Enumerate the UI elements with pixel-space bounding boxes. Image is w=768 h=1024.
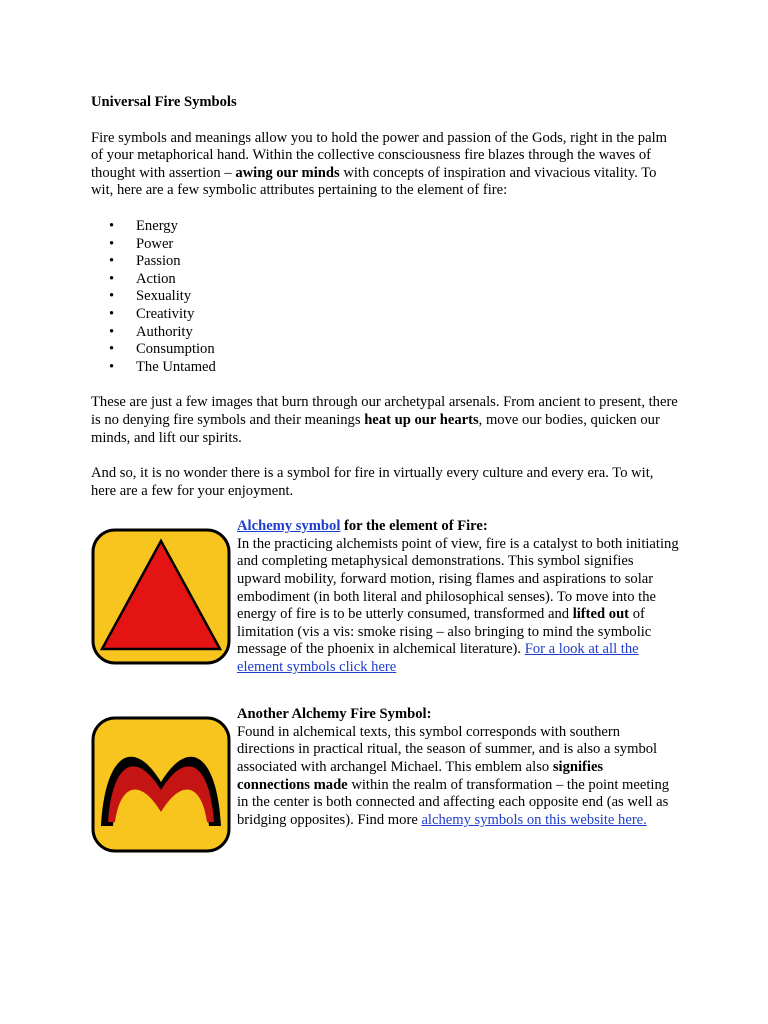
symbol-1-heading bbox=[237, 518, 679, 536]
page-title: Universal Fire Symbols bbox=[91, 94, 237, 110]
element-symbols-link[interactable]: For a look at all the element symbols click here bbox=[237, 641, 639, 676]
list-item bbox=[91, 306, 681, 324]
symbol-2-heading bbox=[237, 706, 679, 724]
symbol-2-heading-text: Another Alchemy Fire Symbol: bbox=[237, 706, 432, 723]
para2-text-2: , move our bodies, quicken our minds, and lift our spirits. bbox=[91, 411, 660, 446]
list-item bbox=[91, 253, 681, 271]
attribute-list bbox=[91, 218, 681, 376]
bullet: • bbox=[109, 235, 115, 252]
third-paragraph: And so, it is no wonder there is a symbol for fire in virtually every culture and every era. To wit, here are a few for your enjoyment. bbox=[91, 465, 654, 499]
symbol-1-description bbox=[237, 536, 679, 677]
bullet: • bbox=[109, 358, 115, 375]
attribute-label: Creativity bbox=[136, 305, 195, 322]
bullet: • bbox=[109, 253, 115, 270]
fire-symbol-section-2 bbox=[91, 706, 681, 876]
list-item bbox=[91, 236, 681, 254]
intro-bold: awing our minds bbox=[235, 164, 340, 181]
attribute-label: Energy bbox=[136, 217, 178, 234]
para2-bold: heat up our hearts bbox=[364, 411, 479, 428]
bullet: • bbox=[109, 341, 115, 358]
symbol-1-bold: lifted out bbox=[572, 606, 630, 623]
fire-double-arch-icon bbox=[91, 716, 231, 853]
fire-symbol-section-1 bbox=[91, 518, 681, 688]
symbol-1-heading-text: for the element of Fire: bbox=[340, 518, 488, 535]
list-item bbox=[91, 218, 681, 236]
symbol-2-text-1: Found in alchemical texts, this symbol corresponds with southern directions in practical ritual, the season of summer, and is also a symbol associated with archangel Michael. This emblem also bbox=[237, 723, 658, 776]
symbol-2-text-2: within the realm of transformation – the point meeting in the center is both connected and affecting each opposite end (as well as bridging opposites). Find more bbox=[237, 776, 670, 828]
attribute-label: Consumption bbox=[136, 341, 215, 358]
fire-triangle-icon bbox=[91, 528, 231, 665]
intro-text-1: Fire symbols and meanings allow you to hold the power and passion of the Gods, right in the palm of your metaphorical hand. Within the collective consciousness fire blazes through the waves of thought with assertion – bbox=[91, 129, 667, 181]
bullet: • bbox=[109, 323, 115, 340]
list-item bbox=[91, 324, 681, 342]
para2-text-1: These are just a few images that burn through our archetypal arsenals. From ancient to present, there is no denying fire symbols and their meanings bbox=[91, 394, 678, 428]
bullet: • bbox=[109, 305, 115, 322]
bullet: • bbox=[109, 288, 115, 305]
list-item bbox=[91, 271, 681, 289]
attribute-label: Power bbox=[136, 235, 174, 252]
symbol-1-text bbox=[237, 518, 679, 676]
attribute-label: The Untamed bbox=[136, 358, 216, 375]
symbol-1-text-1: In the practicing alchemists point of view, fire is a catalyst to both initiating and completing metaphysical demonstrations. This symbol signifies upward mobility, forward motion, rising flames and aspirations to solar embodiment (in both literal and philosophical senses). To move into the energy of fire is to be utterly consumed, transformed and bbox=[237, 535, 679, 623]
second-paragraph bbox=[91, 394, 681, 447]
intro-text-2: with concepts of inspiration and vivacious vitality. To wit, here are a few symbolic attributes pertaining to the element of fire: bbox=[91, 164, 657, 199]
bullet: • bbox=[109, 270, 115, 287]
intro-paragraph bbox=[91, 130, 681, 200]
list-item bbox=[91, 288, 681, 306]
list-item bbox=[91, 341, 681, 359]
attribute-label: Passion bbox=[136, 253, 181, 270]
attribute-label: Action bbox=[136, 270, 176, 287]
document-content bbox=[91, 94, 681, 876]
attribute-label: Sexuality bbox=[136, 288, 192, 305]
alchemy-symbol-link[interactable]: Alchemy symbol bbox=[237, 518, 341, 535]
bullet: • bbox=[109, 217, 115, 234]
alchemy-symbols-website-link[interactable]: alchemy symbols on this website here. bbox=[421, 811, 647, 828]
attribute-label: Authority bbox=[136, 323, 193, 340]
symbol-2-text bbox=[237, 706, 679, 829]
symbol-1-text-2: of limitation (vis a vis: smoke rising – also bringing to mind the symbolic message of the phoenix in alchemical literature). bbox=[237, 606, 652, 658]
symbol-2-bold: signifies connections made bbox=[237, 759, 604, 793]
list-item bbox=[91, 359, 681, 377]
symbol-2-description bbox=[237, 724, 679, 830]
